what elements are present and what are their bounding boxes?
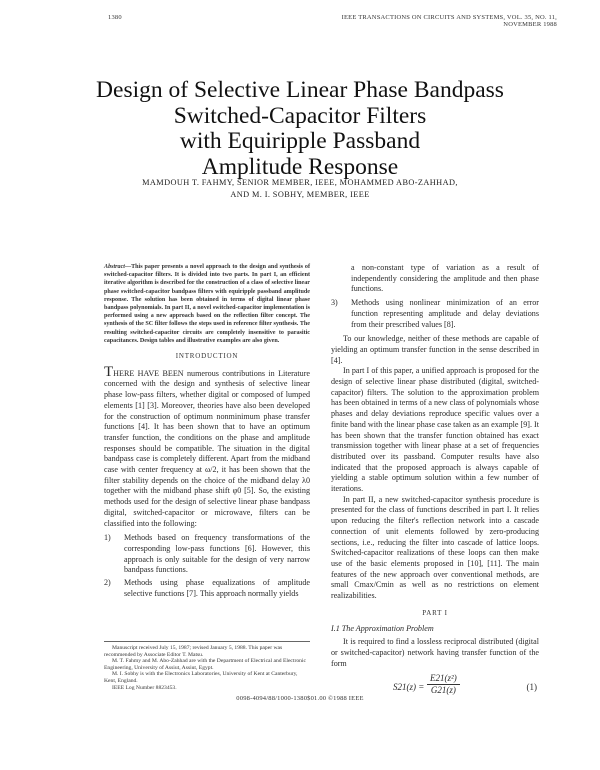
page-number: 1380	[108, 14, 122, 21]
equation-lhs: S21(z) =	[393, 682, 425, 693]
footnote-received: Manuscript received July 15, 1987; revised January 5, 1988. This paper was recommended by Associate Editor T. Matsu.	[104, 645, 283, 658]
drop-cap: T	[104, 363, 114, 380]
list-item	[104, 533, 310, 576]
paper-title	[60, 78, 540, 180]
list-text: Methods using phase equalizations of amplitude selective functions [7]. This approach normally yields	[124, 578, 310, 598]
footnote-log: IEEE Log Number 8823453.	[112, 684, 177, 691]
intro-paragraph	[104, 363, 310, 530]
footnote-affiliation: M. I. Sobhy is with the Electronics Laboratories, University of Kent at Canterbury, Kent, England.	[104, 671, 298, 684]
list-number: 1)	[104, 533, 111, 543]
authors	[90, 177, 510, 200]
method-list	[104, 533, 310, 599]
part-heading: PART I	[422, 608, 448, 617]
paragraph: To our knowledge, neither of these methods are capable of yielding an optimum transfer function in the sense described in [4].	[331, 334, 539, 365]
list-text: Methods based on frequency transformations of the corresponding low-pass functions [6]. However, this approach is only suitable for the design of very narrow bandpass functions.	[124, 533, 310, 575]
list-text: Methods using nonlinear minimization of an error function representing amplitude and delay deviations from their prescribed values [8].	[351, 298, 539, 329]
method-list	[331, 298, 539, 330]
list-number: 3)	[331, 298, 338, 308]
abstract	[104, 263, 310, 345]
copyright-line: 0098-4094/88/1000-1380$01.00 ©1988 IEEE	[236, 695, 364, 702]
paragraph: In part II, a new switched-capacitor synthesis procedure is presented for the class of functions described in part I. It relies upon reducing the filter's reflection network into a cascade connection of unit elements followed by zero-producing sections, i.e., reducing the filter into cascade of lattice loops. Switched-capacitor realizations of these loops can then make use of the basic elements proposed in [10], [11]. The main features of the new approach over conventional methods, are small Cmax/Cmin as well as no restrictions on element realizabilities.	[331, 494, 539, 601]
title-line: with Equiripple Passband	[179, 128, 421, 154]
paragraph: It is required to find a lossless reciprocal distributed (digital or switched-capacitor) network having transfer function of the form	[331, 637, 539, 668]
footnote-affiliation: M. T. Fahmy and M. Abo-Zahhad are with the Department of Electrical and Electronic Engineering, University of Assiut, Assiut, Egypt.	[104, 658, 306, 671]
authors-line: AND M. I. SOBHY, MEMBER, IEEE	[230, 189, 370, 199]
right-column	[331, 263, 539, 705]
list-number: 2)	[104, 578, 111, 588]
list-continuation: a non-constant type of variation as a result of independently considering the amplitude and then phase functions.	[351, 263, 539, 294]
introduction-heading: INTRODUCTION	[175, 352, 239, 361]
abstract-label: Abstract	[104, 264, 125, 270]
equation-fraction	[427, 673, 460, 695]
left-column	[104, 263, 310, 604]
footnote	[104, 641, 310, 691]
journal-header: IEEE TRANSACTIONS ON CIRCUITS AND SYSTEMS, VOL. 35, NO. 11, NOVEMBER 1988	[341, 14, 557, 28]
list-item	[331, 298, 539, 330]
title-line: Switched-Capacitor Filters	[173, 102, 427, 129]
equation-number: (1)	[526, 682, 537, 693]
subsection-heading: I.1 The Approximation Problem	[331, 623, 434, 633]
intro-text: HERE HAVE BEEN numerous contributions in Literature concerned with the design and synthesis of selective linear phase low-pass filters, whether digital or composed of lumped elements [1] [3]. Moreover, theories have also been developed for the construction of optimum nonminimum phase transfer functions [4]. It has been shown that to have an optimum transfer function, the conditions on the phase and amplitude responses should be compatible. The situation in the digital bandpass case is completely different. Apart from the midband case with center frequency at ω/2, it has been shown that the filter stability depends on the choice of the midband delay λ0 together with the midband phase shift φ0 [5]. So, the existing methods used for the design of selective linear phase bandpass digital, switched-capacitor or microwave, filters can be classified into the following:	[104, 368, 310, 528]
authors-line: MAMDOUH T. FAHMY, SENIOR MEMBER, IEEE, MOHAMMED ABO-ZAHHAD,	[142, 178, 458, 187]
paragraph: In part I of this paper, a unified approach is proposed for the design of selective linear phase distributed (digital, switched-capacitor) filters. The solution to the approximation problem has been obtained in terms of a new class of polynomials whose phases and delay deviations reproduce specific values over a finite band with the linear phase case taken as an example [9]. It has been shown that the transfer function obtained has exact transmission together with linear phase at a set of frequencies distributed over its passband. Computer results have also indicated that the proposed approach is always capable of yielding a stable optimum solution within a few number of iterations.	[331, 366, 539, 494]
equation-numerator: E21(z²)	[427, 673, 460, 685]
title-line: Amplitude Response	[201, 153, 399, 180]
equation-denominator: G21(z)	[430, 685, 456, 696]
title-line: Design of Selective Linear Phase Bandpass	[96, 77, 504, 103]
abstract-text: —This paper presents a novel approach to the design and synthesis of switched-capacitor filters. It is divided into two parts. In part I, an efficient iterative algorithm is described for the construction of a class of selective linear phase switched-capacitor bandpass filters with equiripple passband amplitude response. The solution has been obtained in terms of digital linear phase bandpass polynomials. In part II, a novel switched-capacitor implementation is performed using a new approach based on the reflection filter concept. The synthesis of the SC filter follows the steps used in reference filter synthesis. The resulting switched-capacitor circuits are completely insensitive to parasitic capacitances. Design tables and illustrative examples are also given.	[104, 264, 310, 344]
list-item	[104, 578, 310, 599]
